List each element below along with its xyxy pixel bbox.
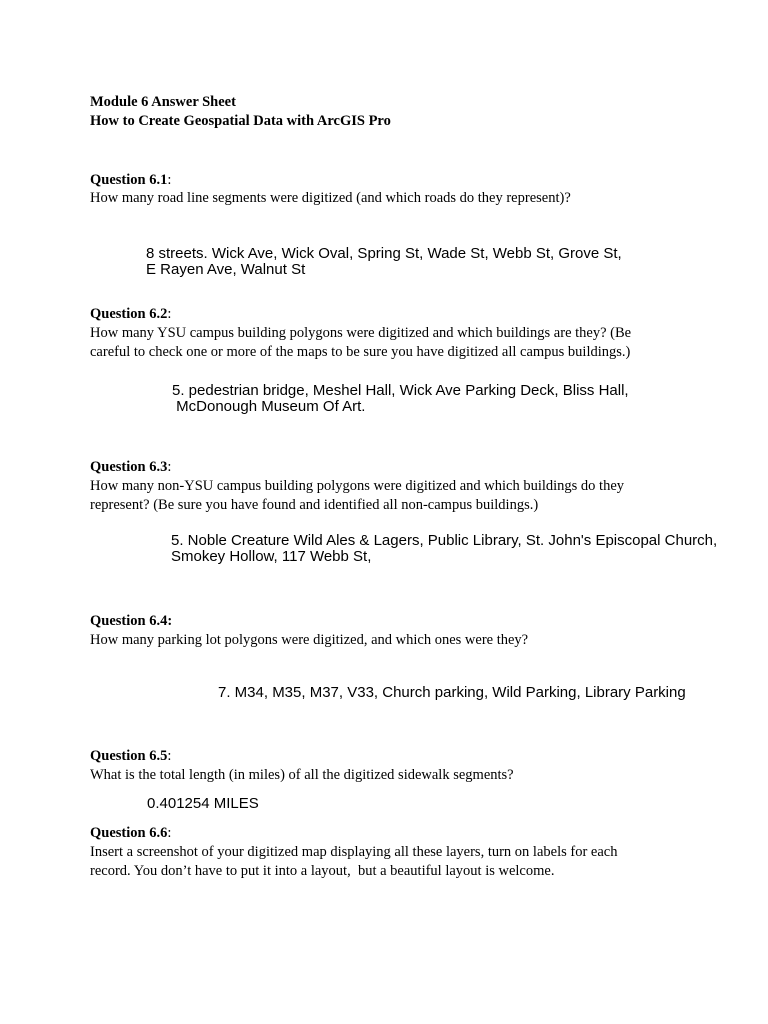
question-6-5-prompt: What is the total length (in miles) of all the digitized sidewalk segments? <box>90 767 514 783</box>
question-6-2-prompt-line-2: careful to check one or more of the maps to be sure you have digitized all campus buildings.) <box>90 344 631 360</box>
question-6-2-prompt-line-1: How many YSU campus building polygons were digitized and which buildings are they? (Be <box>90 325 632 341</box>
question-6-3-heading <box>90 458 171 476</box>
question-label: Question 6.2 <box>90 306 168 322</box>
question-6-1-answer-line-2: E Rayen Ave, Walnut St <box>146 261 306 278</box>
question-6-2-answer-line-1: 5. pedestrian bridge, Meshel Hall, Wick Ave Parking Deck, Bliss Hall, <box>172 382 629 399</box>
document-subtitle: How to Create Geospatial Data with ArcGIS Pro <box>90 113 391 129</box>
question-6-6-prompt-line-2: record. You don’t have to put it into a layout, but a beautiful layout is welcome. <box>90 863 555 879</box>
question-6-1-prompt: How many road line segments were digitized (and which roads do they represent)? <box>90 190 571 206</box>
question-6-2-answer-line-2: McDonough Museum Of Art. <box>172 398 366 415</box>
question-label: Question 6.6 <box>90 825 168 841</box>
question-label-colon: : <box>167 172 172 188</box>
question-6-4-prompt: How many parking lot polygons were digitized, and which ones were they? <box>90 632 529 648</box>
question-label: Question 6.1 <box>90 172 168 188</box>
question-6-2-heading <box>90 305 171 323</box>
question-6-1-answer-line-1: 8 streets. Wick Ave, Wick Oval, Spring St, Wade St, Webb St, Grove St, <box>146 245 622 262</box>
question-label-colon: : <box>167 748 172 764</box>
question-6-6-prompt-line-1: Insert a screenshot of your digitized map displaying all these layers, turn on labels for each <box>90 844 618 860</box>
question-6-3-answer-line-1: 5. Noble Creature Wild Ales & Lagers, Public Library, St. John's Episcopal Church, <box>171 532 718 549</box>
question-6-6-heading <box>90 824 171 842</box>
question-6-4-heading <box>90 612 172 630</box>
question-label-colon: : <box>167 825 172 841</box>
question-6-5-heading <box>90 747 171 765</box>
question-6-3-prompt-line-1: How many non-YSU campus building polygons were digitized and which buildings do they <box>90 478 625 494</box>
question-label: Question 6.3 <box>90 459 168 475</box>
document-title: Module 6 Answer Sheet <box>90 94 236 110</box>
question-label: Question 6.5 <box>90 748 168 764</box>
question-6-4-answer: 7. M34, M35, M37, V33, Church parking, Wild Parking, Library Parking <box>218 684 686 701</box>
question-6-3-answer-line-2: Smokey Hollow, 117 Webb St, <box>171 548 372 565</box>
question-6-5-answer: 0.401254 MILES <box>147 795 259 812</box>
question-6-1-heading <box>90 171 171 189</box>
question-label: Question 6.4: <box>90 613 173 629</box>
question-6-3-prompt-line-2: represent? (Be sure you have found and identified all non-campus buildings.) <box>90 497 539 513</box>
question-label-colon: : <box>167 306 172 322</box>
question-label-colon: : <box>167 459 172 475</box>
